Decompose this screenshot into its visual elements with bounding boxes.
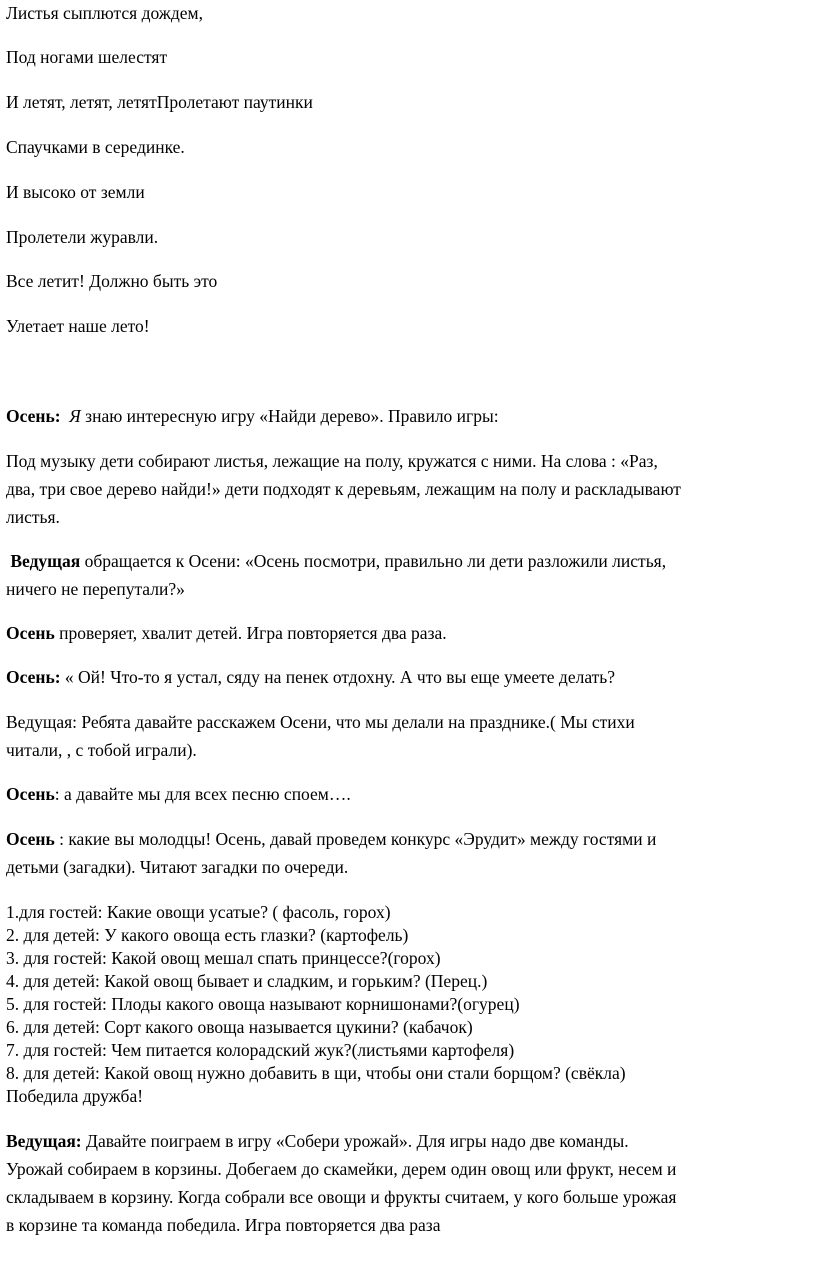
speaker-label: Осень: [6, 829, 55, 849]
riddle-item: 7. для гостей: Чем питается колорадский жук?(листьями картофеля): [6, 1040, 515, 1060]
poem-line: И летят, летят, летятПролетают паутинки: [6, 92, 313, 112]
paragraph-text: : а давайте мы для всех песню споем….: [54, 784, 351, 804]
paragraph-2-line: два, три свое дерево найди!» дети подходят к деревьям, лежащим на полу и раскладывают: [6, 479, 681, 499]
riddle-item: 1.для гостей: Какие овощи усатые? ( фасоль, горох): [6, 902, 391, 922]
paragraph-7: [6, 783, 351, 805]
riddle-item: 5. для гостей: Плоды какого овоща называют корнишонами?(огурец): [6, 994, 520, 1014]
speaker-label: Ведущая:: [6, 1131, 82, 1151]
speaker-label: Осень:: [6, 406, 61, 426]
poem-line: Под ногами шелестят: [6, 47, 168, 67]
poem-line: Пролетели журавли.: [6, 227, 159, 247]
speaker-label: Осень: [6, 623, 55, 643]
paragraph-8-line: детьми (загадки). Читают загадки по очереди.: [6, 857, 349, 877]
paragraph-8: [6, 828, 656, 850]
paragraph-5: [6, 666, 615, 688]
poem-line: Листья сыплются дождем,: [6, 3, 204, 23]
riddle-item: 8. для детей: Какой овощ нужно добавить в щи, чтобы они стали борщом? (свёкла): [6, 1063, 626, 1083]
paragraph-9-line: Урожай собираем в корзины. Добегаем до скамейки, дерем один овощ или фрукт, несем и: [6, 1159, 677, 1179]
speaker-label: Ведущая: [10, 551, 81, 571]
paragraph-2-line: Под музыку дети собирают листья, лежащие на полу, кружатся с ними. На слова : «Раз,: [6, 451, 658, 471]
paragraph-1: [6, 405, 499, 427]
poem-line: Все летит! Должно быть это: [6, 271, 218, 291]
paragraph-text: проверяет, хвалит детей. Игра повторяется два раза.: [54, 623, 447, 643]
poem-line: Спаучками в серединке.: [6, 137, 185, 157]
paragraph-2-line: листья.: [6, 507, 60, 527]
paragraph-6-line: читали, , с тобой играли).: [6, 740, 197, 760]
italic-word: Я: [69, 406, 81, 426]
paragraph-3-line: ничего не перепутали?»: [6, 579, 185, 599]
paragraph-text: знаю интересную игру «Найди дерево». Правило игры:: [80, 406, 499, 426]
paragraph-4: [6, 622, 447, 644]
riddle-item: 6. для детей: Сорт какого овоща называется цукини? (кабачок): [6, 1017, 473, 1037]
riddle-item: 3. для гостей: Какой овощ мешал спать принцессе?(горох): [6, 948, 441, 968]
speaker-label: Осень: [6, 784, 55, 804]
paragraph-text: Давайте поиграем в игру «Собери урожай». Для игры надо две команды.: [81, 1131, 629, 1151]
paragraph-text: : какие вы молодцы! Осень, давай проведем конкурс «Эрудит» между гостями и: [54, 829, 657, 849]
poem-line: И высоко от земли: [6, 182, 145, 202]
riddle-item: Победила дружба!: [6, 1086, 144, 1106]
paragraph-text: обращается к Осени: «Осень посмотри, правильно ли дети разложили листья,: [80, 551, 667, 571]
paragraph-9-line: складываем в корзину. Когда собрали все овощи и фрукты считаем, у кого больше урожая: [6, 1187, 677, 1207]
paragraph-9-line: в корзине та команда победила. Игра повторяется два раза: [6, 1215, 441, 1235]
paragraph-6-line: Ведущая: Ребята давайте расскажем Осени, что мы делали на празднике.( Мы стихи: [6, 712, 635, 732]
speaker-label: Осень:: [6, 667, 61, 687]
riddle-item: 2. для детей: У какого овоща есть глазки? (картофель): [6, 925, 409, 945]
paragraph-9: [6, 1130, 629, 1152]
poem-line: Улетает наше лето!: [6, 316, 150, 336]
paragraph-3: [6, 550, 666, 572]
riddle-item: 4. для детей: Какой овощ бывает и сладким, и горьким? (Перец.): [6, 971, 488, 991]
paragraph-text: « Ой! Что-то я устал, сяду на пенек отдохну. А что вы еще умеете делать?: [60, 667, 616, 687]
